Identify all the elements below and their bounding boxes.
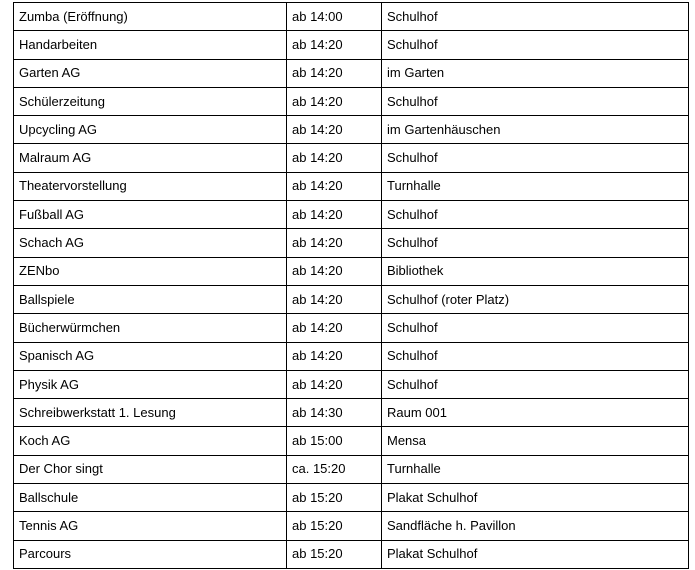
table-row: [14, 144, 689, 172]
time-cell: ab 14:20: [287, 87, 382, 115]
time-cell: ab 14:20: [287, 201, 382, 229]
location-cell: Mensa: [382, 427, 689, 455]
location-cell: Schulhof: [382, 201, 689, 229]
time-cell: ab 14:00: [287, 3, 382, 31]
table-row: [14, 540, 689, 568]
activity-cell: Handarbeiten: [14, 31, 287, 59]
time-cell: ab 14:20: [287, 59, 382, 87]
activity-cell: Koch AG: [14, 427, 287, 455]
activity-cell: Ballschule: [14, 484, 287, 512]
activity-cell: Upcycling AG: [14, 116, 287, 144]
activity-cell: Garten AG: [14, 59, 287, 87]
table-row: [14, 314, 689, 342]
location-cell: Turnhalle: [382, 172, 689, 200]
table-row: [14, 116, 689, 144]
table-row: [14, 370, 689, 398]
activity-cell: ZENbo: [14, 257, 287, 285]
table-row: [14, 455, 689, 483]
activity-cell: Zumba (Eröffnung): [14, 3, 287, 31]
schedule-table: [13, 2, 689, 569]
location-cell: Schulhof (roter Platz): [382, 285, 689, 313]
table-row: [14, 342, 689, 370]
time-cell: ab 14:20: [287, 116, 382, 144]
location-cell: Schulhof: [382, 144, 689, 172]
activity-cell: Theatervorstellung: [14, 172, 287, 200]
location-cell: Sandfläche h. Pavillon: [382, 512, 689, 540]
table-row: [14, 399, 689, 427]
location-cell: Turnhalle: [382, 455, 689, 483]
table-row: [14, 201, 689, 229]
time-cell: ab 14:20: [287, 370, 382, 398]
time-cell: ab 15:20: [287, 512, 382, 540]
activity-cell: Fußball AG: [14, 201, 287, 229]
time-cell: ab 15:20: [287, 540, 382, 568]
table-row: [14, 285, 689, 313]
activity-cell: Schreibwerkstatt 1. Lesung: [14, 399, 287, 427]
location-cell: im Gartenhäuschen: [382, 116, 689, 144]
activity-cell: Der Chor singt: [14, 455, 287, 483]
activity-cell: Schülerzeitung: [14, 87, 287, 115]
location-cell: Schulhof: [382, 370, 689, 398]
table-row: [14, 257, 689, 285]
time-cell: ca. 15:20: [287, 455, 382, 483]
time-cell: ab 14:20: [287, 285, 382, 313]
activity-cell: Bücherwürmchen: [14, 314, 287, 342]
location-cell: Plakat Schulhof: [382, 540, 689, 568]
activity-cell: Spanisch AG: [14, 342, 287, 370]
table-row: [14, 484, 689, 512]
table-row: [14, 512, 689, 540]
location-cell: Schulhof: [382, 87, 689, 115]
location-cell: Bibliothek: [382, 257, 689, 285]
time-cell: ab 14:20: [287, 31, 382, 59]
location-cell: Schulhof: [382, 31, 689, 59]
location-cell: im Garten: [382, 59, 689, 87]
table-row: [14, 172, 689, 200]
activity-cell: Physik AG: [14, 370, 287, 398]
table-row: [14, 229, 689, 257]
activity-cell: Ballspiele: [14, 285, 287, 313]
location-cell: Plakat Schulhof: [382, 484, 689, 512]
table-row: [14, 3, 689, 31]
activity-cell: Schach AG: [14, 229, 287, 257]
table-row: [14, 427, 689, 455]
location-cell: Schulhof: [382, 3, 689, 31]
time-cell: ab 14:20: [287, 229, 382, 257]
activity-cell: Malraum AG: [14, 144, 287, 172]
location-cell: Schulhof: [382, 342, 689, 370]
time-cell: ab 14:20: [287, 342, 382, 370]
time-cell: ab 14:20: [287, 172, 382, 200]
location-cell: Schulhof: [382, 314, 689, 342]
time-cell: ab 14:20: [287, 314, 382, 342]
table-row: [14, 31, 689, 59]
time-cell: ab 15:20: [287, 484, 382, 512]
time-cell: ab 15:00: [287, 427, 382, 455]
location-cell: Raum 001: [382, 399, 689, 427]
time-cell: ab 14:20: [287, 257, 382, 285]
time-cell: ab 14:20: [287, 144, 382, 172]
activity-cell: Parcours: [14, 540, 287, 568]
schedule-table-body: [14, 3, 689, 569]
time-cell: ab 14:30: [287, 399, 382, 427]
location-cell: Schulhof: [382, 229, 689, 257]
activity-cell: Tennis AG: [14, 512, 287, 540]
table-row: [14, 87, 689, 115]
table-row: [14, 59, 689, 87]
